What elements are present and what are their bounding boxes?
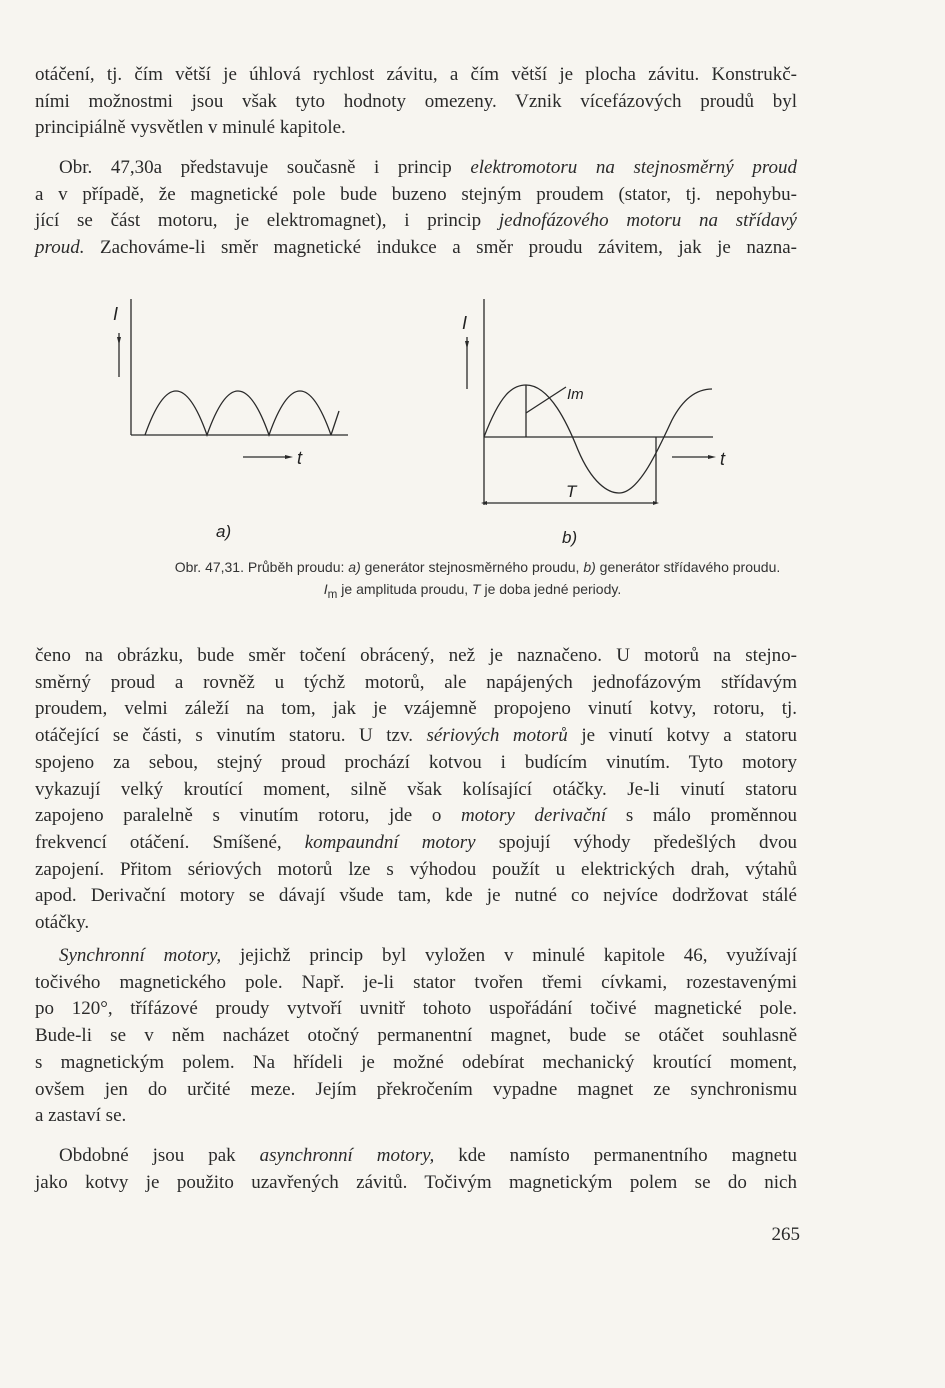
text-run: Obdobné jsou pak [59, 1145, 260, 1166]
text-run: s málo proměnnou [606, 805, 797, 827]
italic-term: proud. [35, 237, 85, 259]
caption-symbol: T [472, 581, 481, 597]
text-run: jící se část motoru, je elektromagnet), i princip [35, 210, 499, 232]
current-waveform-figure [0, 285, 945, 555]
italic-term: motory derivační [460, 805, 607, 827]
text-line: jako kotvy je použito uzavřených závitů. Točivým magnetickým polem se do nich [35, 1171, 797, 1193]
text-run: zapojeno paralelně s vinutím rotoru, jde o [35, 805, 461, 827]
text-line: po 120°, třífázové proudy vytvoří uvnitř tohoto uspořádání točivé magnetické pole. [35, 998, 797, 1020]
text-run: jejichž princip byl vyložen v minulé kapitole 46, využívají [221, 945, 797, 966]
text-line: ovšem jen do určité meze. Jejím překročením vypadne magnet ze synchronismu [35, 1078, 797, 1100]
paragraph-4 [35, 943, 797, 1130]
text-line: směrný proud a rovněž u týchž motorů, ale napájených jednofázovým střídavým [35, 671, 797, 693]
text-line: točivého magnetického pole. Např. je-li stator tvořen třemi cívkami, rozestavenými [35, 971, 797, 993]
text-line: čeno na obrázku, bude směr točení obrácený, než je naznačeno. U motorů na stejno- [35, 645, 797, 666]
italic-term: asynchronní motory, [259, 1145, 435, 1166]
text-run: je vinutí kotvy a statoru [567, 725, 797, 747]
italic-term: sériových motorů [426, 725, 568, 747]
text-line [35, 943, 797, 970]
caption-text: je doba jedné periody. [480, 581, 622, 597]
italic-term: kompaundní motory [304, 831, 476, 853]
figure-b-period-label: T [566, 482, 577, 501]
text-line: s magnetickým polem. Na hřídeli je možné odebírat mechanický kroutící moment, [35, 1051, 797, 1073]
caption-text: generátor stejnosměrného proudu, [360, 559, 584, 575]
text-line [35, 235, 797, 262]
paragraph-2 [35, 155, 797, 262]
text-line: otáčení, tj. čím větší je úhlová rychlost závitu, a čím větší je plocha závitu. Konstrukč- [35, 64, 797, 85]
text-line [35, 1143, 797, 1170]
italic-term: jednofázového motoru na střídavý [498, 210, 797, 232]
figure-b-x-label: t [720, 449, 726, 469]
text-line [35, 208, 797, 235]
figure-b-amplitude-label: Im [567, 386, 584, 403]
figure-b-panel-label: b) [562, 528, 578, 547]
text-line [35, 830, 797, 857]
figure-a-panel-label: a) [216, 522, 232, 541]
text-run: Zachováme-li směr magnetické indukce a směr proudu závitem, jak je nazna- [84, 237, 797, 259]
figure-b-arrowhead [465, 341, 469, 349]
paragraph-3 [35, 643, 797, 937]
figure-a-rectified-current [117, 299, 348, 459]
caption-subscript: m [327, 587, 338, 601]
figure-b-sine-wave [484, 385, 712, 493]
figure-b-t-arrowhead [708, 455, 716, 459]
caption-symbol: I [323, 581, 328, 597]
text-line: vykazují velký kroutící moment, silně však kolísající otáčky. Je-li vinutí statoru [35, 778, 797, 800]
caption-line-2 [0, 578, 945, 606]
figure-a-t-arrowhead [285, 455, 293, 459]
italic-term: Synchronní motory, [59, 945, 222, 966]
text-run: frekvencí otáčení. Smíšené, [35, 831, 305, 853]
figure-b-y-label: I [462, 313, 468, 333]
paragraph-1 [35, 62, 797, 142]
figure-a-arrowhead [117, 337, 121, 345]
text-line: principiálně vysvětlen v minulé kapitole. [35, 117, 346, 139]
caption-line-1 [0, 556, 945, 578]
caption-ref-a: a) [348, 559, 361, 575]
figure-caption [0, 556, 945, 606]
text-line: zapojení. Přitom sériových motorů lze s výhodou použít u elektrických drah, výtahů [35, 858, 797, 880]
figure-a-rectified-wave [145, 391, 331, 435]
text-line: spojeno za sebou, stejný proud prochází kotvou i budícím vinutím. Tyto motory [35, 751, 797, 773]
text-line: ními možnostmi jsou však tyto hodnoty omezeny. Vznik vícefázových proudů byl [35, 90, 797, 112]
figure-a-wave-continuation [331, 411, 339, 435]
text-run: otáčející se části, s vinutím statoru. U tzv. [35, 725, 427, 747]
text-line: a v případě, že magnetické pole bude buzeno stejným proudem (stator, tj. nepohybu- [35, 183, 797, 205]
caption-ref-b: b) [583, 559, 596, 575]
caption-text: generátor střídavého proudu. [595, 559, 781, 575]
text-line: a zastaví se. [35, 1105, 127, 1127]
caption-text: Obr. 47,31. Průběh proudu: [174, 559, 349, 575]
text-run: spojují výhody předešlých dvou [475, 831, 797, 853]
figure-b-amplitude-leader [526, 387, 566, 413]
text-line [35, 155, 797, 182]
paragraph-5 [35, 1143, 797, 1196]
caption-text: je amplituda proudu, [337, 581, 473, 597]
text-line [35, 723, 797, 750]
figure-a-x-label: t [297, 448, 303, 468]
figure-b-alternating-current [465, 299, 716, 505]
text-run: Obr. 47,30a představuje současně i princip [59, 157, 471, 178]
text-run: kde namísto permanentního magnetu [434, 1145, 798, 1166]
text-line: proudem, velmi záleží na tom, jak je vzájemně propojeno vinutí kotvy, rotoru, tj. [35, 698, 797, 720]
text-line [35, 803, 797, 830]
text-line: Bude-li se v něm nacházet otočný permanentní magnet, bude se otáčet souhlasně [35, 1025, 797, 1047]
text-line: otáčky. [35, 912, 90, 934]
italic-term: elektromotoru na stejnosměrný proud [470, 157, 798, 178]
figure-a-y-label: I [113, 304, 119, 324]
text-line: apod. Derivační motory se dávají všude tam, kde je nutné co nejvíce dodržovat stálé [35, 885, 797, 907]
page-number: 265 [771, 1224, 800, 1245]
